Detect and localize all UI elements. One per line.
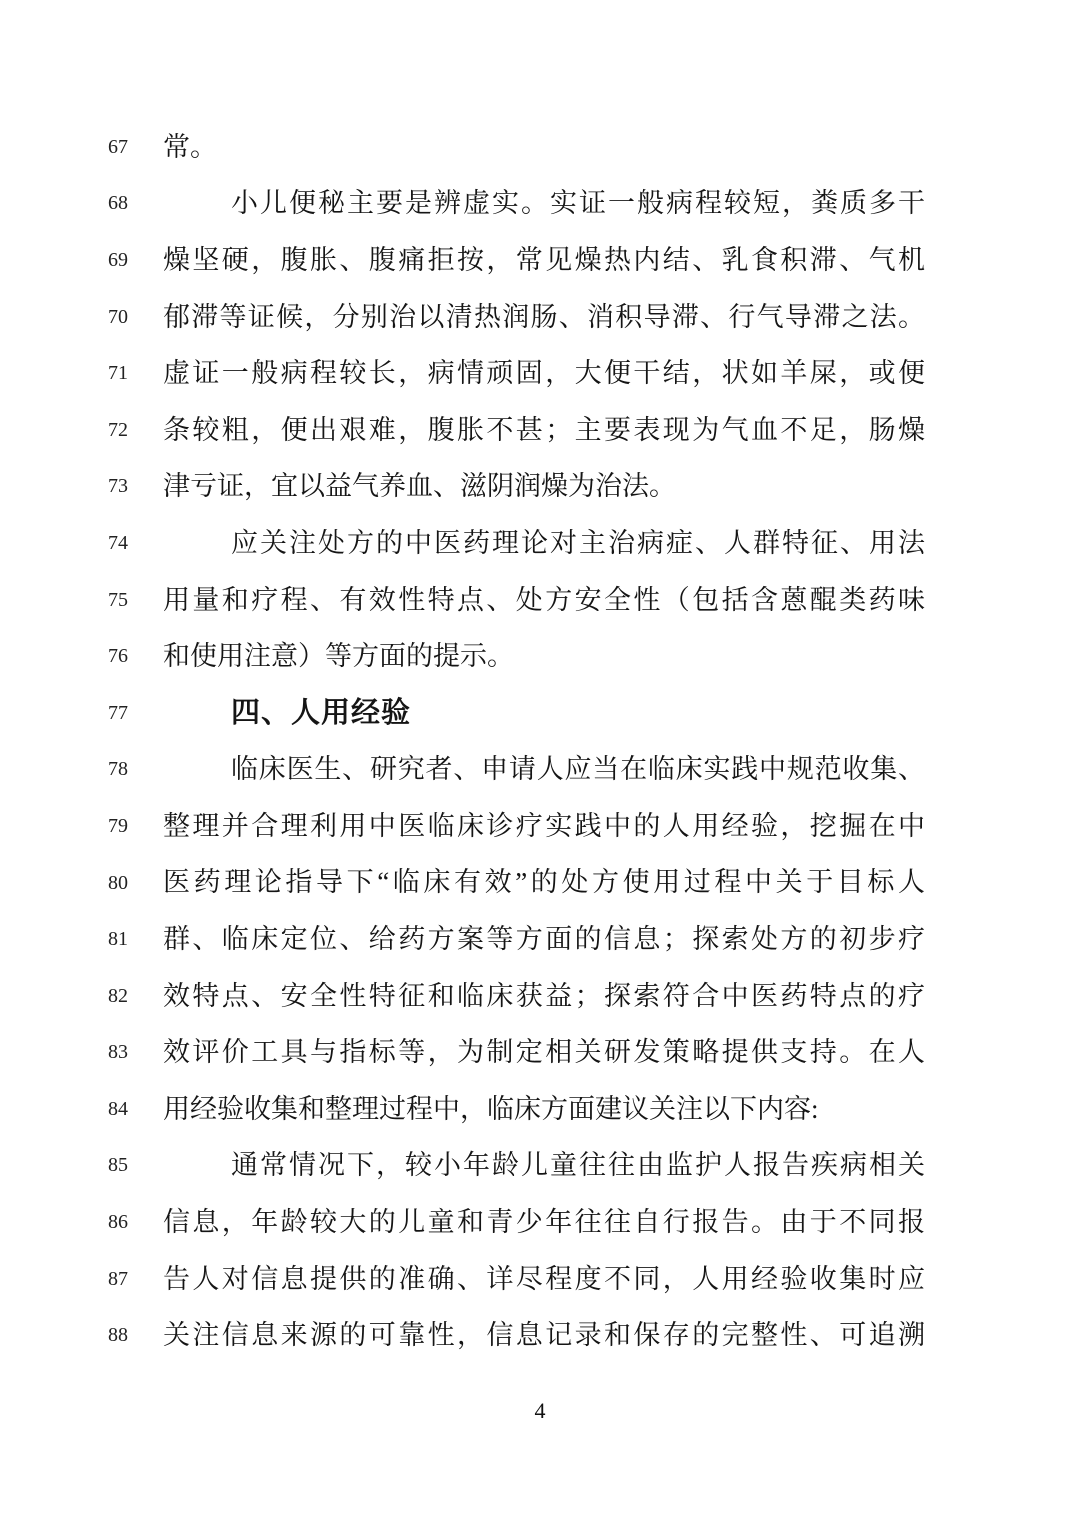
line-number: 85 [108, 1154, 128, 1177]
document-line [0, 1307, 1080, 1364]
line-text: 群、临床定位、给药方案等方面的信息；探索处方的初步疗 [163, 924, 925, 955]
document-line [0, 402, 1080, 459]
document-line [0, 515, 1080, 572]
document-line [0, 798, 1080, 855]
line-number: 68 [108, 192, 128, 215]
line-number: 83 [108, 1041, 128, 1064]
line-text: 整理并合理利用中医临床诊疗实践中的人用经验，挖掘在中 [163, 810, 925, 841]
line-number: 86 [108, 1211, 128, 1234]
line-number: 74 [108, 531, 128, 554]
document-line [0, 176, 1080, 233]
line-number: 80 [108, 871, 128, 894]
line-number: 76 [108, 645, 128, 668]
document-line [0, 1194, 1080, 1251]
line-text: 燥坚硬，腹胀、腹痛拒按，常见燥热内结、乳食积滞、气机 [163, 244, 925, 275]
line-number: 77 [108, 701, 128, 724]
line-text: 应关注处方的中医药理论对主治病症、人群特征、用法 [231, 527, 925, 558]
line-number: 81 [108, 928, 128, 951]
line-number: 87 [108, 1267, 128, 1290]
line-number: 88 [108, 1324, 128, 1347]
line-text: 虚证一般病程较长，病情顽固，大便干结，状如羊屎，或便 [163, 358, 925, 389]
document-line [0, 968, 1080, 1025]
line-text: 效评价工具与指标等，为制定相关研发策略提供支持。在人 [163, 1037, 925, 1068]
line-text: 医药理论指导下“临床有效”的处方使用过程中关于目标人 [163, 867, 925, 898]
document-line [0, 345, 1080, 402]
document-line [0, 289, 1080, 346]
document-line [0, 855, 1080, 912]
document-line [0, 1025, 1080, 1082]
line-text: 临床医生、研究者、申请人应当在临床实践中规范收集、 [231, 754, 925, 785]
line-text: 通常情况下，较小年龄儿童往往由监护人报告疾病相关 [231, 1150, 925, 1181]
document-line [0, 1251, 1080, 1308]
document-line [0, 628, 1080, 685]
line-number: 71 [108, 362, 128, 385]
line-number: 69 [108, 248, 128, 271]
document-line [0, 911, 1080, 968]
page-number: 4 [534, 1398, 546, 1423]
line-text: 信息，年龄较大的儿童和青少年往往自行报告。由于不同报 [163, 1207, 925, 1238]
document-line [0, 232, 1080, 289]
line-text: 用量和疗程、有效性特点、处方安全性（包括含蒽醌类药味 [163, 584, 925, 615]
line-number: 70 [108, 305, 128, 328]
line-number: 73 [108, 475, 128, 498]
line-number: 82 [108, 984, 128, 1007]
line-number: 78 [108, 758, 128, 781]
line-text: 和使用注意）等方面的提示。 [163, 641, 514, 672]
line-text: 关注信息来源的可靠性，信息记录和保存的完整性、可追溯 [163, 1320, 925, 1351]
line-text: 常。 [163, 131, 217, 162]
document-line [0, 1081, 1080, 1138]
page-footer [0, 1398, 1080, 1424]
line-text: 小儿便秘主要是辨虚实。实证一般病程较短，粪质多干 [231, 188, 925, 219]
line-number: 72 [108, 418, 128, 441]
document-line [0, 685, 1080, 742]
document-body [0, 119, 1080, 1364]
document-line [0, 742, 1080, 799]
line-text: 效特点、安全性特征和临床获益；探索符合中医药特点的疗 [163, 980, 925, 1011]
document-line [0, 1138, 1080, 1195]
document-line [0, 119, 1080, 176]
line-number: 75 [108, 588, 128, 611]
line-number: 84 [108, 1097, 128, 1120]
document-line [0, 572, 1080, 629]
line-text: 条较粗，便出艰难，腹胀不甚；主要表现为气血不足，肠燥 [163, 414, 925, 445]
line-text: 津亏证，宜以益气养血、滋阴润燥为治法。 [163, 471, 676, 502]
line-number: 67 [108, 135, 128, 158]
line-text: 告人对信息提供的准确、详尽程度不同，人用经验收集时应 [163, 1263, 925, 1294]
line-number: 79 [108, 814, 128, 837]
line-text: 郁滞等证候，分别治以清热润肠、消积导滞、行气导滞之法。 [163, 301, 925, 332]
document-line [0, 459, 1080, 516]
line-text: 用经验收集和整理过程中，临床方面建议关注以下内容: [163, 1093, 819, 1124]
section-heading: 四、人用经验 [231, 696, 412, 729]
